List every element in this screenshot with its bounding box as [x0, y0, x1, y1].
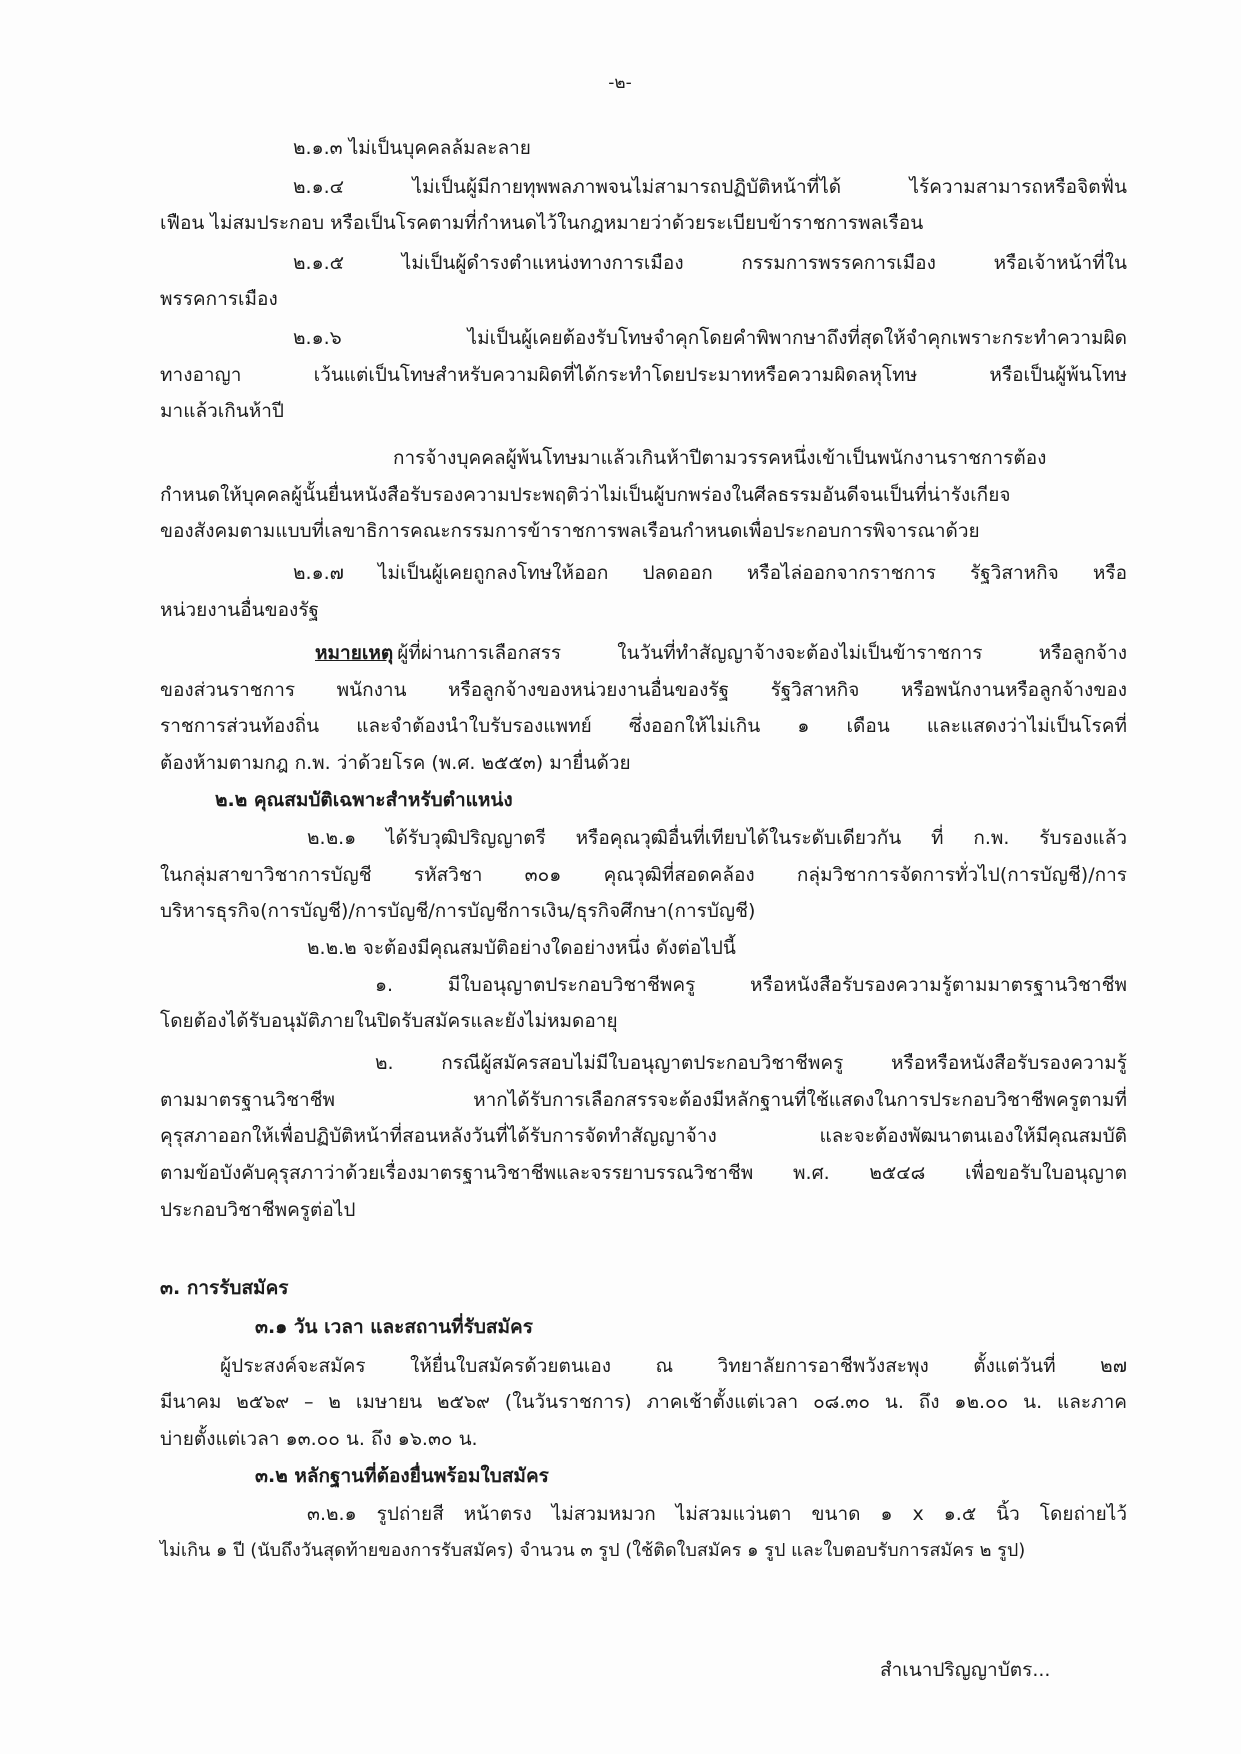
item-2-1-7-line2: หน่วยงานอื่นของรัฐ [160, 599, 320, 621]
section-2-2-heading: ๒.๒ คุณสมบัติเฉพาะสำหรับตำแหน่ง [215, 789, 513, 811]
item-2-2-2-sub1-line2: โดยต้องได้รับอนุมัติภายในปิดรับสมัครและยังไม่หมดอายุ [160, 1010, 618, 1032]
remark-line1-text: ผู้ที่ผ่านการเลือกสรร ในวันที่ทำสัญญาจ้างจะต้องไม่เป็นข้าราชการ หรือลูกจ้าง [397, 642, 1127, 664]
hiring-note-line3: ของสังคมตามแบบที่เลขาธิการคณะกรรมการข้าราชการพลเรือนกำหนดเพื่อประกอบการพิจารณาด้วย [160, 520, 980, 542]
page-number: -๒- [608, 73, 632, 93]
item-2-2-2-sub2-line3: คุรุสภาออกให้เพื่อปฏิบัติหน้าที่สอนหลังวันที่ได้รับการจัดทำสัญญาจ้าง และจะต้องพัฒนาตนเองให้มีคุณสมบัติ [160, 1125, 1127, 1147]
item-2-1-5-line1: ๒.๑.๕ ไม่เป็นผู้ดำรงตำแหน่งทางการเมือง กรรมการพรรคการเมือง หรือเจ้าหน้าที่ใน [293, 252, 1127, 274]
item-2-2-2-line1: ๒.๒.๒ จะต้องมีคุณสมบัติอย่างใดอย่างหนึ่ง ดังต่อไปนี้ [307, 937, 736, 959]
item-3-2-1-line1: ๓.๒.๑ รูปถ่ายสี หน้าตรง ไม่สวมหมวก ไม่สวมแว่นตา ขนาด ๑ x ๑.๕ นิ้ว โดยถ่ายไว้ [307, 1503, 1127, 1525]
item-2-2-2-sub2-line2: ตามมาตรฐานวิชาชีพ หากได้รับการเลือกสรรจะต้องมีหลักฐานที่ใช้แสดงในการประกอบวิชาชีพครูตามที่ [160, 1089, 1127, 1111]
item-2-2-1-line1: ๒.๒.๑ ได้รับวุฒิปริญญาตรี หรือคุณวุฒิอื่นที่เทียบได้ในระดับเดียวกัน ที่ ก.พ. รับรองแล้ว [307, 827, 1127, 849]
remark-line3: ราชการส่วนท้องถิ่น และจำต้องนำใบรับรองแพทย์ ซึ่งออกให้ไม่เกิน ๑ เดือน และแสดงว่าไม่เป็นโรคที่ [160, 715, 1127, 737]
item-2-2-2-sub1-line1: ๑. มีใบอนุญาตประกอบวิชาชีพครู หรือหนังสือรับรองความรู้ตามมาตรฐานวิชาชีพ [375, 974, 1127, 996]
section-3-1-line3: บ่ายตั้งแต่เวลา ๑๓.๐๐ น. ถึง ๑๖.๓๐ น. [160, 1428, 478, 1450]
item-2-1-7-line1: ๒.๑.๗ ไม่เป็นผู้เคยถูกลงโทษให้ออก ปลดออก หรือไล่ออกจากราชการ รัฐวิสาหกิจ หรือ [293, 562, 1127, 584]
item-2-2-2-sub2-line4: ตามข้อบังคับคุรุสภาว่าด้วยเรื่องมาตรฐานวิชาชีพและจรรยาบรรณวิชาชีพ พ.ศ. ๒๕๔๘ เพื่อขอรับใบอนุญาต [160, 1162, 1127, 1184]
item-2-2-1-line2: ในกลุ่มสาขาวิชาการบัญชี รหัสวิชา ๓๐๑ คุณวุฒิที่สอดคล้อง กลุ่มวิชาการจัดการทั่วไป(การบัญชี)/การ [160, 864, 1127, 886]
item-2-1-5-line2: พรรคการเมือง [160, 288, 278, 310]
hiring-note-line2: กำหนดให้บุคคลผู้นั้นยื่นหนังสือรับรองความประพฤติว่าไม่เป็นผู้บกพร่องในศีลธรรมอันดีจนเป็นที่น่ารังเกียจ [160, 484, 1011, 506]
remark-line4: ต้องห้ามตามกฎ ก.พ. ว่าด้วยโรค (พ.ศ. ๒๕๕๓) มายื่นด้วย [160, 752, 631, 774]
item-2-1-4-line2: เฟือน ไม่สมประกอบ หรือเป็นโรคตามที่กำหนดไว้ในกฎหมายว่าด้วยระเบียบข้าราชการพลเรือน [160, 212, 924, 234]
remark-line2: ของส่วนราชการ พนักงาน หรือลูกจ้างของหน่วยงานอื่นของรัฐ รัฐวิสาหกิจ หรือพนักงานหรือลูกจ้างของ [160, 679, 1127, 701]
section-3-2-heading: ๓.๒ หลักฐานที่ต้องยื่นพร้อมใบสมัคร [255, 1465, 549, 1487]
item-2-1-6-line2: ทางอาญา เว้นแต่เป็นโทษสำหรับความผิดที่ได้กระทำโดยประมาทหรือความผิดลหุโทษ หรือเป็นผู้พ้นโทษ [160, 364, 1127, 386]
continuation-text: สำเนาปริญญาบัตร... [880, 1659, 1051, 1681]
item-2-1-3: ๒.๑.๓ ไม่เป็นบุคคลล้มละลาย [293, 137, 531, 159]
item-2-1-4-line1: ๒.๑.๔ ไม่เป็นผู้มีกายทุพพลภาพจนไม่สามารถปฏิบัติหน้าที่ได้ ไร้ความสามารถหรือจิตฟั่น [293, 176, 1127, 198]
item-3-2-1-line2: ไม่เกิน ๑ ปี (นับถึงวันสุดท้ายของการรับสมัคร) จำนวน ๓ รูป (ใช้ติดใบสมัคร ๑ รูป และใบตอบรับการสมัคร ๒ รูป) [160, 1540, 1026, 1561]
hiring-note-line1: การจ้างบุคคลผู้พ้นโทษมาแล้วเกินห้าปีตามวรรคหนึ่งเข้าเป็นพนักงานราชการต้อง [393, 447, 1047, 469]
section-3-heading: ๓. การรับสมัคร [160, 1277, 289, 1299]
item-2-2-1-line3: บริหารธุรกิจ(การบัญชี)/การบัญชี/การบัญชีการเงิน/ธุรกิจศึกษา(การบัญชี) [160, 900, 756, 922]
item-2-2-2-sub2-line1: ๒. กรณีผู้สมัครสอบไม่มีใบอนุญาตประกอบวิชาชีพครู หรือหรือหนังสือรับรองความรู้ [375, 1052, 1127, 1074]
item-2-1-6-line1: ๒.๑.๖ ไม่เป็นผู้เคยต้องรับโทษจำคุกโดยคำพิพากษาถึงที่สุดให้จำคุกเพราะกระทำความผิด [293, 327, 1127, 349]
section-3-1-line2: มีนาคม ๒๕๖๙ – ๒ เมษายน ๒๕๖๙ (ในวันราชการ) ภาคเช้าตั้งแต่เวลา ๐๘.๓๐ น. ถึง ๑๒.๐๐ น. และภาค [160, 1391, 1127, 1413]
section-3-1-heading: ๓.๑ วัน เวลา และสถานที่รับสมัคร [255, 1316, 533, 1338]
item-2-2-2-sub2-line5: ประกอบวิชาชีพครูต่อไป [160, 1199, 356, 1221]
remark-label: หมายเหตุ [315, 642, 394, 664]
section-3-1-line1: ผู้ประสงค์จะสมัคร ให้ยื่นใบสมัครด้วยตนเอง ณ วิทยาลัยการอาชีพวังสะพุง ตั้งแต่วันที่ ๒๗ [220, 1355, 1127, 1377]
remark-line1 [315, 640, 1127, 666]
item-2-1-6-line3: มาแล้วเกินห้าปี [160, 400, 284, 422]
